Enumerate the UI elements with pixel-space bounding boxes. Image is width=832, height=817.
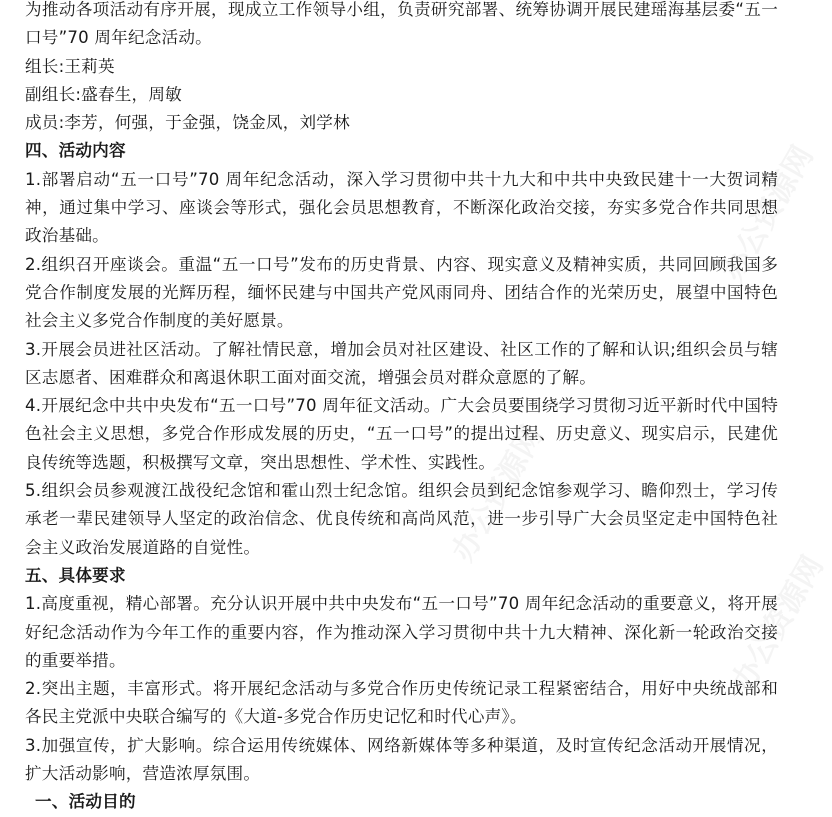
paragraph-content-item-5: 5.组织会员参观渡江战役纪念馆和霍山烈士纪念馆。组织会员到纪念馆参观学习、瞻仰烈士，学习传承老一辈民建领导人坚定的政治信念、优良传统和高尚风范，进一步引导广大会员坚定走中国特色社会主义政治发展道路的自觉性。	[25, 481, 778, 557]
section-heading-activity-purpose: 一、活动目的	[35, 792, 136, 812]
paragraph-content-item-3: 3.开展会员进社区活动。了解社情民意，增加会员对社区建设、社区工作的了解和认识;组织会员与辖区志愿者、困难群众和离退休职工面对面交流，增强会员对群众意愿的了解。	[25, 339, 778, 387]
paragraph-content-item-4: 4.开展纪念中共中央发布“五一口号”70 周年征文活动。广大会员要围绕学习贯彻习近平新时代中国特色社会主义思想，多党合作形成发展的历史，“五一口号”的提出过程、历史意义、现实启示，民建优良传统等选题，积极撰写文章，突出思想性、学术性、实践性。	[25, 396, 778, 472]
paragraph-content-item-2: 2.组织召开座谈会。重温“五一口号”发布的历史背景、内容、现实意义及精神实质，共同回顾我国多党合作制度发展的光辉历程，缅怀民建与中国共产党风雨同舟、团结合作的光荣历史，展望中国特色社会主义多党合作制度的美好愿景。	[25, 254, 778, 331]
section-heading-requirements: 五、具体要求	[25, 565, 126, 585]
paragraph-requirement-2: 2.突出主题，丰富形式。将开展纪念活动与多党合作历史传统记录工程紧密结合，用好中央统战部和各民主党派中央联合编写的《大道-多党合作历史记忆和时代心声》。	[25, 679, 778, 727]
watermark-logo: 办公资源网	[445, 420, 551, 568]
paragraph-content-item-1: 1.部署启动“五一口号”70 周年纪念活动，深入学习贯彻中共十九大和中共中央致民建十一大贺词精神，通过集中学习、座谈会等形式，强化会员思想教育，不断深化政治交接，夯实多党合作共同思想政治基础。	[25, 169, 778, 246]
paragraph-requirement-1: 1.高度重视，精心部署。充分认识开展中共中央发布“五一口号”70 周年纪念活动的重要意义，将开展好纪念活动作为今年工作的重要内容，作为推动深入学习贯彻中共十九大精神、深化新一轮政治交接的重要举措。	[25, 594, 778, 670]
paragraph-leadership-intro: 为推动各项活动有序开展，现成立工作领导小组，负责研究部署、统筹协调开展民建瑶海基层委“五一口号”70 周年纪念活动。	[25, 0, 778, 48]
paragraph-group-leader: 组长:王莉英	[25, 56, 115, 76]
paragraph-deputy-leader: 副组长:盛春生，周敏	[25, 84, 182, 104]
watermark-logo: 办公资源网	[725, 550, 831, 698]
watermark-logo: 办公资源网	[715, 140, 821, 288]
paragraph-requirement-3: 3.加强宣传，扩大影响。综合运用传统媒体、网络新媒体等多种渠道，及时宣传纪念活动开展情况，扩大活动影响，营造浓厚氛围。	[25, 735, 778, 784]
paragraph-members: 成员:李芳，何强，于金强，饶金凤，刘学林	[25, 113, 350, 133]
section-heading-activity-content: 四、活动内容	[25, 141, 126, 161]
